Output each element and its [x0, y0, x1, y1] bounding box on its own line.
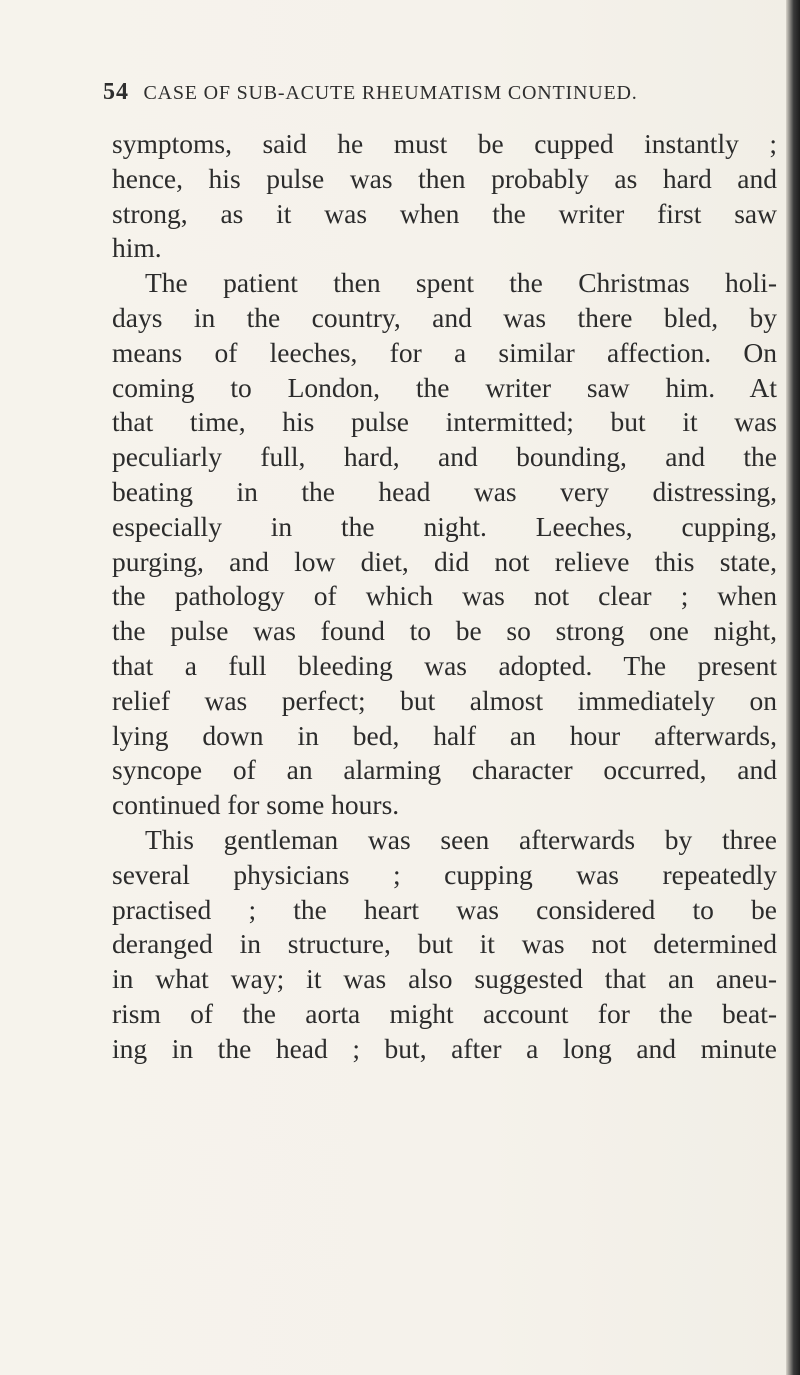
text-line: relief was perfect; but almost immediately on — [112, 684, 777, 716]
text-line: The patient then spent the Christmas holi- — [145, 267, 777, 299]
page-header — [103, 79, 763, 115]
text-line: purging, and low diet, did not relieve this state, — [112, 545, 777, 577]
text-line: ing in the head ; but, after a long and minute — [112, 1032, 777, 1064]
text-line: the pathology of which was not clear ; when — [112, 580, 777, 612]
text-line: in what way; it was also suggested that an aneu- — [112, 963, 777, 995]
text-line: beating in the head was very distressing, — [112, 475, 777, 507]
running-title: CASE OF SUB-ACUTE RHEUMATISM CONTINUED. — [143, 82, 638, 104]
text-line: that a full bleeding was adopted. The present — [112, 649, 777, 681]
text-line: symptoms, said he must be cupped instantly ; — [112, 128, 777, 159]
page-number: 54 — [103, 79, 129, 105]
text-line: him. — [112, 232, 162, 264]
text-line: the pulse was found to be so strong one night, — [112, 615, 777, 647]
text-line: practised ; the heart was considered to be — [112, 893, 777, 925]
text-line: deranged in structure, but it was not determined — [112, 928, 777, 960]
text-line: syncope of an alarming character occurred, and — [112, 754, 777, 786]
text-line: This gentleman was seen afterwards by three — [145, 823, 777, 855]
text-line: especially in the night. Leeches, cupping, — [112, 510, 777, 542]
text-line: continued for some hours. — [112, 789, 400, 821]
text-line: hence, his pulse was then probably as hard and — [112, 162, 777, 194]
text-line: lying down in bed, half an hour afterwards, — [112, 719, 777, 751]
text-line: peculiarly full, hard, and bounding, and the — [112, 441, 777, 473]
text-line: that time, his pulse intermitted; but it was — [112, 406, 777, 438]
text-line: several physicians ; cupping was repeatedly — [112, 858, 777, 890]
body-text — [112, 127, 777, 1067]
text-line: means of leeches, for a similar affection. On — [112, 336, 777, 368]
page-edge-shadow — [786, 0, 800, 1375]
text-line: days in the country, and was there bled, by — [112, 301, 777, 333]
text-line: coming to London, the writer saw him. At — [112, 371, 777, 403]
text-line: strong, as it was when the writer first saw — [112, 197, 777, 229]
text-line: rism of the aorta might account for the beat- — [112, 997, 777, 1029]
